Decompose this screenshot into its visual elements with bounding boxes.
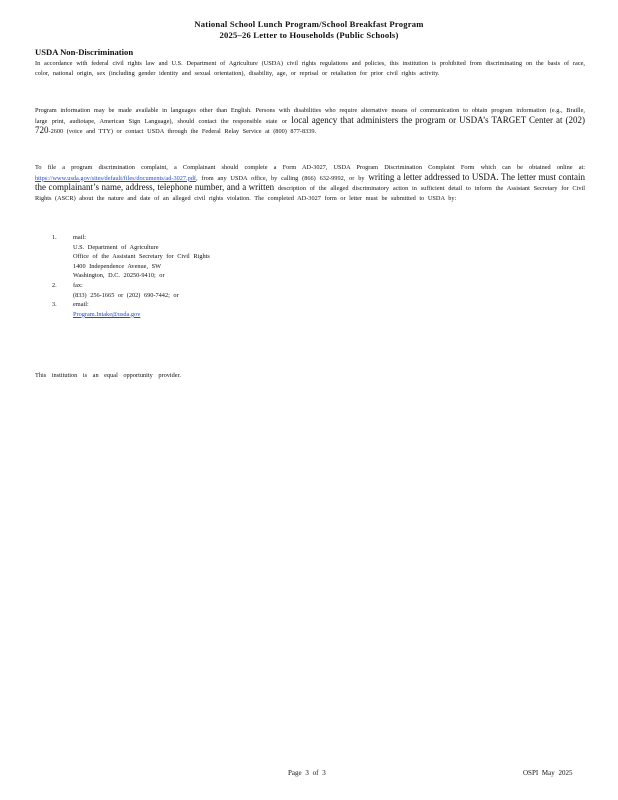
complaint-text-a: To file a program discrimination complaint, a Complainant should complete a Form AD-3027, USDA Program Discrimination Complaint Form which can be obtained online at: (35, 164, 585, 171)
list-item-mail (52, 233, 210, 281)
list-item-email (52, 300, 210, 319)
complaint-form-link[interactable]: https://www.usda.gov/sites/default/files/documents/ad-3027.pdf (35, 174, 197, 182)
mail-address-line: 1400 Independence Avenue, SW (73, 262, 162, 270)
email-link[interactable]: Program.Intake@usda.gov (73, 310, 141, 318)
complaint-paragraph (35, 163, 585, 203)
mail-address-line: Office of the Assistant Secretary for Civil Rights (73, 253, 210, 261)
equal-opportunity-statement: This institution is an equal opportunity provider. (35, 372, 181, 379)
list-item-number: 2. (52, 281, 57, 289)
list-item-number: 3. (52, 301, 57, 309)
program-information-text-c: -2600 (voice and TTY) or contact USDA through the Federal Relay Service at (800) 877-8339. (48, 128, 317, 136)
list-item-label: fax: (73, 281, 83, 289)
program-information-text-b: local agency that administers the program or USDA’s TARGET Center at (202) 720 (35, 114, 585, 136)
list-item-number: 1. (52, 234, 57, 241)
list-item-label: mail: (73, 234, 86, 241)
complaint-text-c: writing a letter addressed to USDA. The letter must contain the complainant’s name, address, telephone number, and a written (35, 171, 585, 193)
page-number: Page 3 of 3 (288, 769, 326, 777)
mail-address-line: U.S. Department of Agriculture (73, 243, 159, 251)
program-information-text-a: Program information may be made available in languages other than English. Persons with disabilities who require alternative means of communication to obtain program information (e.g., Braille, large print, audiotape, American Sign Language), should contact the responsible state or (35, 107, 585, 125)
nondiscrimination-paragraph: In accordance with federal civil rights law and U.S. Department of Agriculture (USDA) civil rights regulations and policies, this institution is prohibited from discriminating on the basis of race, color, national origin, sex (including gender identity and sexual orientation), disability, age, or reprisal or retaliation for prior civil rights activity. (35, 60, 585, 77)
submission-methods-list (52, 233, 210, 319)
list-item-fax (52, 281, 210, 300)
fax-numbers: (833) 256-1665 or (202) 690-7442; or (73, 291, 179, 299)
revision-date: OSPI May 2025 (523, 769, 573, 777)
complaint-text-d: description of the alleged discriminatory action in sufficient detail to inform the Assistant Secretary for Civil Rights (ASCR) about the nature and date of an alleged civil rights violation. The completed AD-3027 form or letter must be submitted to USDA by: (35, 185, 585, 202)
document-title: National School Lunch Program/School Breakfast Program (194, 19, 424, 29)
list-item-label: email: (73, 301, 89, 309)
section-heading: USDA Non-Discrimination (35, 47, 134, 57)
document-subtitle: 2025–26 Letter to Households (Public Schools) (219, 30, 399, 40)
program-information-paragraph (35, 106, 585, 137)
complaint-text-b: , from any USDA office, by calling (866) 632-9992, or by (196, 174, 365, 182)
mail-address-line: Washington, D.C. 20250-9410; or (73, 272, 165, 280)
